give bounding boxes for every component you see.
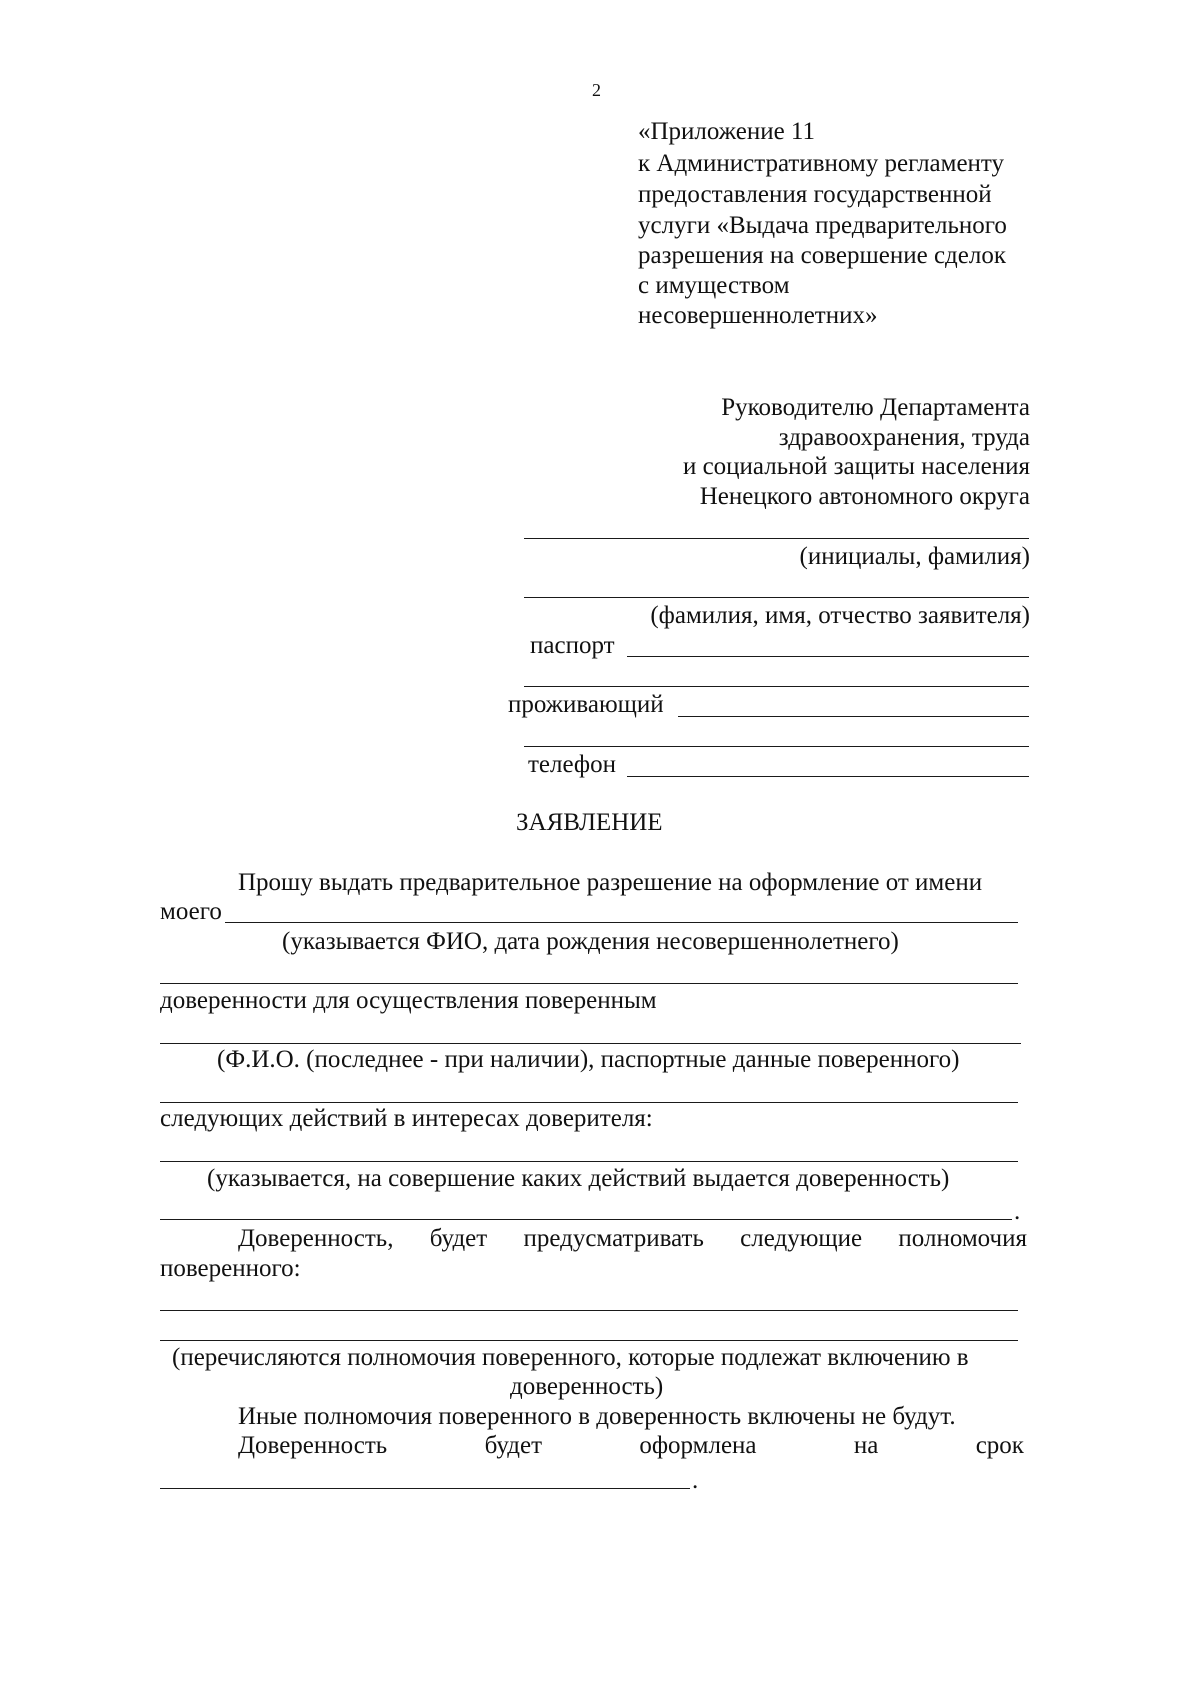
addressee-line: и социальной защиты населения (682, 453, 1030, 480)
applicant-name-line[interactable] (524, 597, 1029, 598)
powers-field-line-2[interactable] (160, 1340, 1018, 1341)
powers-line-2: поверенного: (160, 1255, 301, 1282)
passport-line[interactable] (627, 656, 1029, 657)
term-field-line[interactable] (160, 1488, 690, 1489)
period-mark-2: . (692, 1467, 699, 1494)
poa-line: доверенности для осуществления поверенным (160, 987, 657, 1014)
attorney-line-2[interactable] (160, 1102, 1018, 1103)
powers-word: будет (429, 1225, 488, 1252)
powers-word: Доверенность, (238, 1225, 394, 1252)
addressee-line: Ненецкого автономного округа (699, 483, 1030, 510)
powers-field-line[interactable] (160, 1310, 1018, 1311)
appendix-line: «Приложение 11 (638, 118, 816, 145)
my-word: моего (160, 898, 222, 925)
term-word: оформлена (639, 1432, 757, 1459)
powers-sentence-line (238, 1224, 1027, 1254)
attorney-caption: (Ф.И.О. (последнее - при наличии), паспортные данные поверенного) (217, 1046, 960, 1073)
minor-caption: (указывается ФИО, дата рождения несовершеннолетнего) (282, 928, 899, 955)
appendix-line: несовершеннолетних» (638, 302, 878, 329)
official-name-line[interactable] (524, 538, 1029, 539)
document-title: ЗАЯВЛЕНИЕ (516, 809, 663, 836)
appendix-line: услуги «Выдача предварительного (638, 212, 1007, 239)
powers-caption: (перечисляются полномочия поверенного, которые подлежат включению в (172, 1344, 969, 1371)
passport-line-2[interactable] (524, 686, 1029, 687)
appendix-line: предоставления государственной (638, 181, 992, 208)
term-word: Доверенность (238, 1432, 388, 1459)
initials-caption: (инициалы, фамилия) (799, 543, 1030, 570)
applicant-caption: (фамилия, имя, отчество заявителя) (650, 602, 1030, 629)
appendix-line: к Административному регламенту (638, 150, 1005, 177)
phone-label: телефон (528, 751, 616, 778)
phone-line[interactable] (627, 776, 1029, 777)
addressee-line: здравоохранения, труда (778, 424, 1030, 451)
address-line[interactable] (678, 716, 1029, 717)
request-line: Прошу выдать предварительное разрешение на оформление от имени (238, 869, 983, 896)
term-word: на (853, 1432, 879, 1459)
minor-line-2[interactable] (160, 983, 1018, 984)
minor-line[interactable] (225, 922, 1018, 923)
period-mark: . (1014, 1198, 1021, 1225)
passport-label: паспорт (530, 632, 615, 659)
powers-word: следующие (740, 1225, 863, 1252)
actions-caption: (указывается, на совершение каких действий выдается доверенность) (207, 1165, 950, 1192)
attorney-line[interactable] (160, 1043, 1021, 1044)
residing-label: проживающий (508, 691, 664, 718)
appendix-line: разрешения на совершение сделок (638, 242, 1006, 269)
powers-word: полномочия (898, 1225, 1027, 1252)
actions-line: следующих действий в интересах доверителя: (160, 1105, 653, 1132)
powers-word: предусматривать (523, 1225, 704, 1252)
actions-field-line[interactable] (160, 1161, 1018, 1162)
appendix-line: с имуществом (638, 272, 790, 299)
term-word: срок (975, 1432, 1024, 1459)
powers-caption-2: доверенность) (510, 1373, 664, 1400)
addressee-line: Руководителю Департамента (721, 394, 1030, 421)
page-number: 2 (592, 80, 601, 100)
address-line-2[interactable] (524, 746, 1029, 747)
term-sentence-line (238, 1431, 1024, 1461)
term-word: будет (484, 1432, 542, 1459)
other-powers-line: Иные полномочия поверенного в доверенность включены не будут. (238, 1403, 956, 1430)
actions-field-line-2[interactable] (160, 1219, 1012, 1220)
